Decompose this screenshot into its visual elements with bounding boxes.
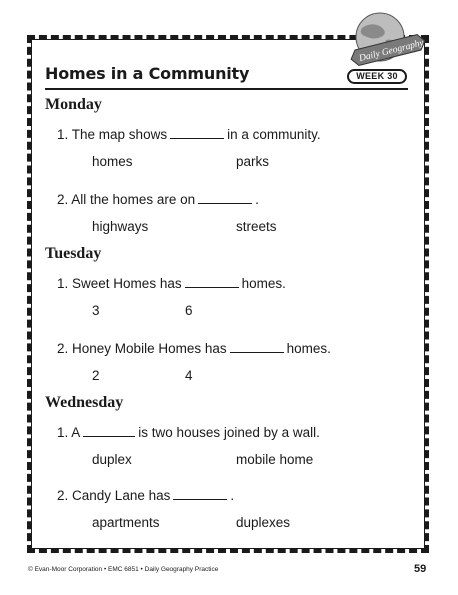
globe-badge-icon: [328, 10, 438, 70]
answer-blank[interactable]: [185, 276, 239, 288]
badge-label: Daily Geography: [358, 38, 425, 65]
day-heading-monday: Monday: [45, 96, 102, 113]
question-wednesday-2: 2. Candy Lane has .: [57, 488, 235, 503]
option[interactable]: parks: [236, 154, 270, 169]
answer-blank[interactable]: [230, 341, 284, 353]
option[interactable]: duplexes: [236, 515, 291, 530]
question-wednesday-1: 1. A is two houses joined by a wall.: [57, 425, 320, 440]
option[interactable]: mobile home: [236, 452, 314, 467]
answer-blank[interactable]: [198, 192, 252, 204]
answer-blank[interactable]: [170, 127, 224, 139]
page-number: 59: [414, 563, 427, 575]
day-heading-wednesday: Wednesday: [45, 394, 124, 411]
option[interactable]: 6: [185, 303, 193, 318]
option[interactable]: duplex: [92, 452, 132, 467]
answer-blank[interactable]: [173, 488, 227, 500]
page-title: Homes in a Community: [45, 64, 250, 83]
question-tuesday-1: 1. Sweet Homes has homes.: [57, 276, 286, 291]
question-tuesday-2: 2. Honey Mobile Homes has homes.: [57, 341, 331, 356]
day-heading-tuesday: Tuesday: [45, 245, 102, 262]
week-badge: WEEK 30: [347, 69, 407, 84]
option[interactable]: 2: [92, 368, 100, 383]
question-monday-2: 2. All the homes are on .: [57, 192, 259, 207]
option[interactable]: homes: [92, 154, 133, 169]
footer-copyright: © Evan-Moor Corporation • EMC 6851 • Daily Geography Practice: [28, 566, 219, 573]
option[interactable]: 4: [185, 368, 193, 383]
page-border-inner: [31, 39, 425, 549]
option[interactable]: 3: [92, 303, 100, 318]
option[interactable]: highways: [92, 219, 149, 234]
question-monday-1: 1. The map shows in a community.: [57, 127, 321, 142]
title-divider: [45, 88, 408, 90]
answer-blank[interactable]: [83, 425, 135, 437]
option[interactable]: streets: [236, 219, 277, 234]
option[interactable]: apartments: [92, 515, 160, 530]
